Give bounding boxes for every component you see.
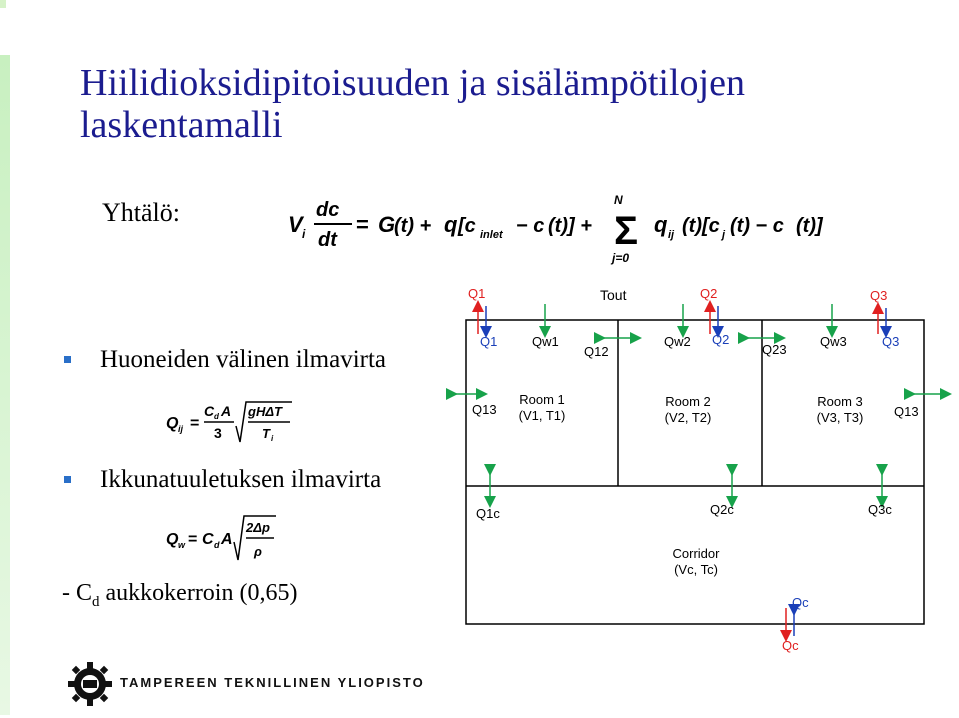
qij-lhs: Q: [166, 415, 179, 432]
qc-out-label: Qc: [782, 638, 799, 653]
qc-in-label: Qc: [792, 595, 809, 610]
qij-lhs-sub: ij: [178, 424, 184, 434]
building-outline: [466, 320, 924, 624]
qw-cd-sub: d: [214, 540, 220, 550]
q1-top-label: Q1: [468, 286, 486, 301]
q13-left-label: Q13: [472, 402, 497, 417]
q1c-label: Q1c: [476, 506, 500, 521]
cd-note: [62, 580, 297, 611]
note-sub: d: [92, 593, 100, 610]
eq-t3: (t) − c: [730, 215, 784, 237]
title-line-2: laskentamalli: [80, 104, 283, 146]
qij-cd: C: [204, 403, 215, 419]
eq-dc: dc: [316, 199, 340, 221]
eq-sum-upper: N: [614, 193, 623, 207]
eq-dt: dt: [318, 229, 337, 251]
qw-root-num: 2Δp: [246, 520, 270, 535]
slide-title: [80, 62, 745, 146]
university-logo: [66, 660, 114, 708]
room-3-params: (V3, T3): [816, 410, 864, 425]
airflow-diagram: [440, 282, 955, 654]
q13-right-label: Q13: [894, 404, 919, 419]
bullet-window-airflow: Ikkunatuuletuksen ilmavirta: [100, 466, 382, 493]
qij-den: 3: [214, 425, 222, 441]
university-name: TAMPEREEN TEKNILLINEN YLIOPISTO: [120, 675, 425, 690]
eq-v: V: [288, 212, 303, 237]
eq-g: G: [378, 212, 396, 237]
main-equation: [286, 188, 846, 266]
qw-root-den: ρ: [254, 544, 262, 559]
accent-bar: [0, 55, 10, 715]
eq-q: q: [444, 212, 458, 237]
eq-qij: q: [654, 212, 668, 237]
room-1-params: (V1, T1): [518, 408, 566, 423]
qw-lhs-sub: w: [178, 540, 186, 550]
qw-equals: =: [188, 531, 198, 548]
note-dash: -: [62, 580, 70, 606]
room-2-name: Room 2: [665, 394, 711, 409]
qw1-label: Qw1: [532, 334, 559, 349]
note-text: aukkokerroin (0,65): [105, 580, 298, 606]
tout-label: Tout: [600, 287, 627, 303]
qij-root-den: T: [262, 426, 270, 441]
bullet-marker-2: [64, 476, 71, 483]
eq-minus-c: − c: [516, 215, 545, 237]
q2-top-label: Q2: [700, 286, 718, 301]
eq-inlet-sub: inlet: [480, 229, 503, 241]
room-3-name: Room 3: [817, 394, 863, 409]
eq-c-inlet: [c: [458, 215, 476, 237]
qij-a: A: [221, 403, 232, 419]
eq-rest: (t)] +: [548, 215, 592, 237]
qw3-label: Qw3: [820, 334, 847, 349]
qw2-label: Qw2: [664, 334, 691, 349]
q12-label: Q12: [584, 344, 609, 359]
qij-formula: [164, 398, 294, 448]
eq-j-sub: j: [722, 229, 726, 241]
qij-root-num: gHΔT: [248, 404, 282, 419]
eq-equals: =: [356, 212, 369, 237]
room-1-name: Room 1: [519, 392, 565, 407]
corridor-params: (Vc, Tc): [674, 562, 718, 577]
q23-label: Q23: [762, 342, 787, 357]
note-c: C: [76, 580, 93, 606]
eq-sum-sign: Σ: [614, 209, 639, 253]
accent-corner: [0, 0, 6, 8]
eq-qij-sub: ij: [668, 229, 675, 241]
qij-cd-sub: d: [214, 412, 219, 421]
qij-root-den-sub: i: [271, 434, 274, 443]
room-2-params: (V2, T2): [664, 410, 712, 425]
q3-label: Q3: [882, 334, 900, 349]
eq-t-plus: (t) +: [394, 215, 432, 237]
corridor-name: Corridor: [672, 546, 720, 561]
qij-equals: =: [190, 415, 200, 432]
eq-t2: (t)[c: [682, 215, 720, 237]
eq-t4: (t)]: [796, 215, 823, 237]
qw-formula: [164, 512, 284, 564]
q2-label: Q2: [712, 332, 730, 347]
q3-top-label: Q3: [870, 288, 888, 303]
q2c-label: Q2c: [710, 502, 734, 517]
equation-label: Yhtälö:: [102, 198, 180, 227]
qw-a: A: [221, 531, 233, 548]
q1-label: Q1: [480, 334, 498, 349]
eq-sum-lower: j=0: [612, 251, 630, 265]
title-line-1: Hiilidioksidipitoisuuden ja sisälämpötilojen: [80, 62, 745, 104]
bullet-room-airflow: Huoneiden välinen ilmavirta: [100, 346, 387, 373]
bullet-marker-1: [64, 356, 71, 363]
eq-v-sub: i: [302, 227, 306, 241]
qw-cd: C: [202, 531, 214, 548]
qw-lhs: Q: [166, 531, 179, 548]
q3c-label: Q3c: [868, 502, 892, 517]
